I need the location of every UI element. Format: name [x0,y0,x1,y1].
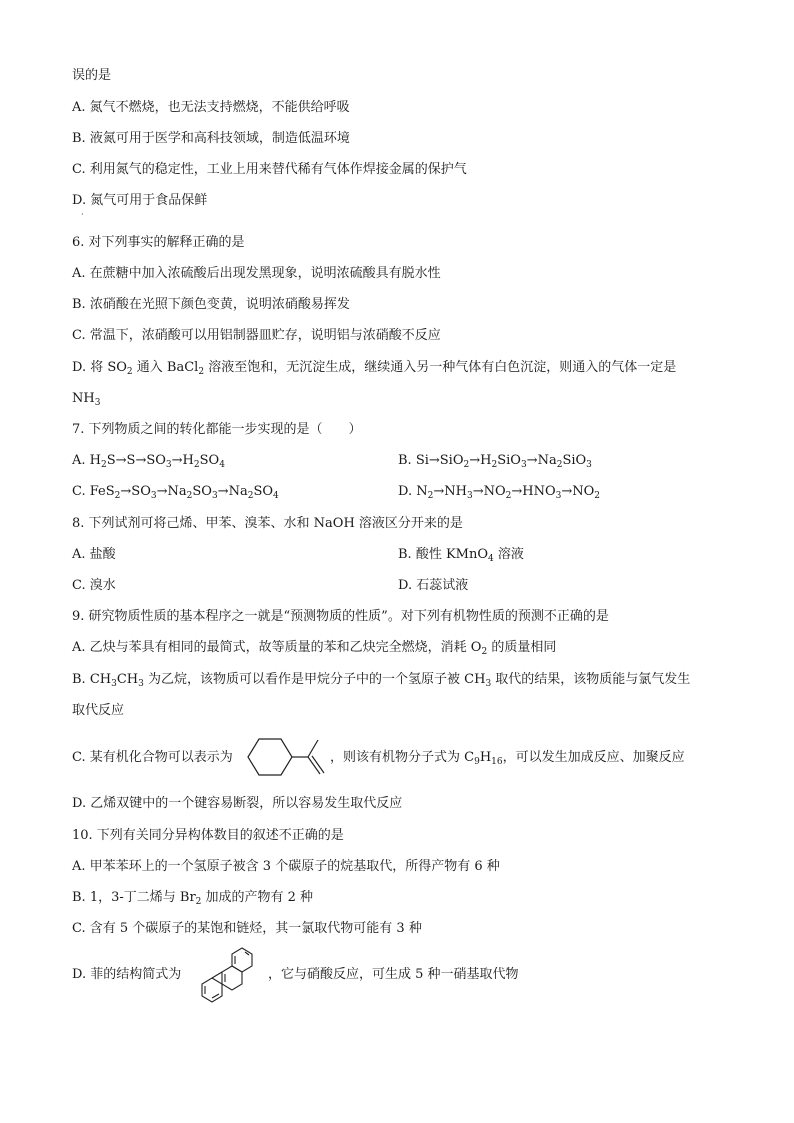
q7-option-c: C. $FeS_2\to SO_3\to Na_2SO_3\to Na_2SO_4$ [72,484,279,501]
q6-option-b: B. 浓硝酸在光照下颜色变黄，说明浓硝酸易挥发 [72,297,350,312]
q9-option-b: B. $CH_3CH_3$ 为乙烷，该物质可以看作是甲烷分子中的一个氢原子被 $CH_3$ 取代的结果，该物质能与氯气发生 [72,672,691,689]
q10-option-d-tail: ，它与硝酸反应，可生成 5 种一硝基取代物 [268,967,519,982]
q6-stem: 6. 对下列事实的解释正确的是 [72,235,245,250]
q5-option-d: D. 氮气可用于食品保鲜 [72,193,208,208]
q5-option-c: C. 利用氮气的稳定性，工业上用来替代稀有气体作焊接金属的保护气 [72,162,467,177]
q9-option-d: D. 乙烯双键中的一个键容易断裂，所以容易发生取代反应 [72,796,403,811]
q8-option-c: C. 溴水 [72,578,116,593]
q10-option-a: A. 甲苯苯环上的一个氢原子被含 3 个碳原子的烷基取代，所得产物有 6 种 [72,859,500,874]
q5-option-a: A. 氮气不燃烧，也无法支持燃烧，不能供给呼吸 [72,100,350,115]
q9-stem: 9. 研究物质性质的基本程序之一就是“预测物质的性质”。对下列有机物性质的预测不正确的是 [72,609,609,624]
q8-option-d: D. 石蕊试液 [398,578,469,593]
q8-stem: 8. 下列试剂可将己烯、甲苯、溴苯、水和 NaOH 溶液区分开来的是 [72,516,463,531]
q5-stem-tail: 误的是 [72,68,112,83]
q6-option-a: A. 在蔗糖中加入浓硫酸后出现发黑现象，说明浓硫酸具有脱水性 [72,266,441,281]
q6-option-d-cont: $NH_3$ [72,391,101,408]
q7-option-a: A. $H_2S\to S\to SO_3\to H_2SO_4$ [72,453,225,470]
q7-option-b: B. $Si\to SiO_2\to H_2SiO_3\to Na_2SiO_3$ [398,453,592,470]
q5-option-b: B. 液氮可用于医学和高科技领域，制造低温环境 [72,131,350,146]
vinylcyclohexane-structure [244,734,330,780]
q10-option-d-lead: D. 菲的结构简式为 [72,967,182,982]
q10-option-c: C. 含有 5 个碳原子的某饱和链烃，其一氯取代物可能有 3 种 [72,921,422,936]
stray-dot-mark: · [81,210,84,219]
q10-option-b: B. 1，3-丁二烯与 $Br_2$ 加成的产物有 2 种 [72,890,314,907]
q8-option-a: A. 盐酸 [72,547,116,562]
q7-option-d: D. $N_2\to NH_3\to NO_2\to HNO_3\to NO_2$ [398,484,601,501]
q6-option-c: C. 常温下，浓硝酸可以用铝制器皿贮存，说明铝与浓硝酸不反应 [72,328,441,343]
q9-option-b-cont: 取代反应 [72,703,125,718]
q6-option-d: D. 将 $SO_2$ 通入 BaCl$_2$ 溶液至饱和，无沉淀生成，继续通入另一种气体有白色沉淀，则通入的气体一定是 [72,360,677,377]
q9-option-a: A. 乙炔与苯具有相同的最简式，故等质量的苯和乙炔完全燃烧，消耗 $O_2$ 的质量相同 [72,640,557,657]
q9-option-c-lead: C. 某有机化合物可以表示为 [72,750,233,765]
q10-stem: 10. 下列有关同分异构体数目的叙述不正确的是 [72,828,344,843]
q8-option-b: B. 酸性 KMnO$_4$ 溶液 [398,547,524,564]
phenanthrene-structure [190,944,268,1004]
q9-option-c-tail: ，则该有机物分子式为 $C_9H_{16}$，可以发生加成反应、加聚反应 [330,750,685,767]
q7-stem: 7. 下列物质之间的转化都能一步实现的是（ ） [72,422,362,437]
